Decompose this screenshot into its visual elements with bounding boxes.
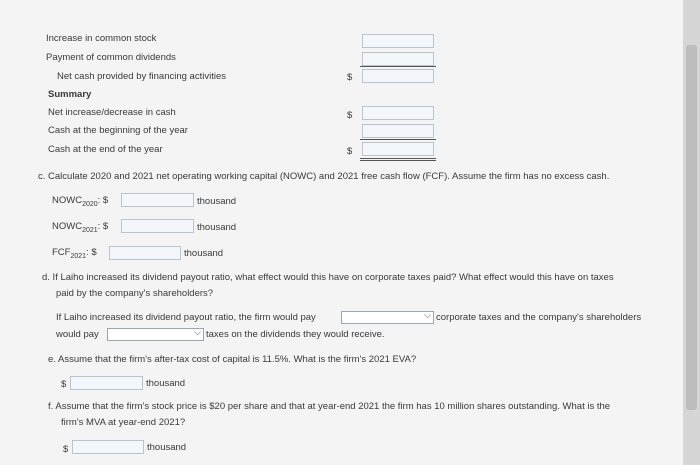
nowc-2021-unit: thousand	[197, 222, 237, 233]
cash-end-dollar: $	[347, 146, 353, 157]
cash-end-label: Cash at the end of the year	[48, 144, 163, 155]
payment-dividends-label: Payment of common dividends	[46, 52, 176, 63]
net-change-dollar: $	[347, 110, 353, 121]
net-change-cash-label: Net increase/decrease in cash	[48, 107, 176, 118]
net-cash-financing-label: Net cash provided by financing activities	[57, 71, 226, 82]
increase-common-stock-label: Increase in common stock	[46, 33, 157, 44]
part-f-question-line2: firm's MVA at year-end 2021?	[61, 417, 186, 428]
nowc-2021-label: $NOWC_{2021}$: $	[52, 221, 109, 234]
mva-unit: thousand	[147, 442, 187, 453]
fcf-2021-label: $FCF_{2021}$: $	[52, 247, 97, 260]
part-d-sentence-a: If Laiho increased its dividend payout ratio, the firm would pay	[56, 312, 316, 323]
part-d-sentence-c: would pay	[56, 329, 99, 340]
net-change-cash-input[interactable]	[362, 106, 434, 120]
mva-dollar: $	[63, 444, 69, 455]
nowc-2020-label: $NOWC_{2020}$: $	[52, 195, 109, 208]
eva-dollar: $	[61, 379, 67, 390]
increase-common-stock-input[interactable]	[362, 34, 434, 48]
summary-heading: Summary	[48, 89, 92, 100]
net-cash-financing-input[interactable]	[362, 69, 434, 83]
part-e-question: e. Assume that the firm's after-tax cost of capital is 11.5%. What is the firm's 2021 EVA?	[48, 354, 417, 365]
net-cash-financing-dollar: $	[347, 72, 353, 83]
part-c-question: c. Calculate 2020 and 2021 net operating working capital (NOWC) and 2021 free cash flow (FCF). Assume the firm has no excess cash.	[38, 171, 610, 182]
total-rule-double-2	[360, 160, 436, 161]
part-f-question-line1: f. Assume that the firm's stock price is $20 per share and that at year-end 2021 the firm has 10 million shares outstanding. What is the	[48, 401, 611, 412]
eva-input[interactable]	[70, 376, 143, 390]
scrollbar-thumb[interactable]	[686, 45, 697, 410]
part-d-question-line2: paid by the company's shareholders?	[56, 288, 214, 299]
part-d-sentence-b: corporate taxes and the company's shareholders	[436, 312, 642, 323]
fcf-2021-input[interactable]	[109, 246, 181, 260]
total-rule-top	[360, 139, 436, 140]
shareholder-taxes-dropdown[interactable]	[107, 328, 204, 341]
payment-dividends-input[interactable]	[362, 52, 434, 66]
part-d-question-line1: d. If Laiho increased its dividend payout ratio, what effect would this have on corporate taxes paid? What effect would this have on taxes	[42, 272, 614, 283]
fcf-2021-unit: thousand	[184, 248, 224, 259]
cash-end-input[interactable]	[362, 142, 434, 156]
eva-unit: thousand	[146, 378, 186, 389]
cash-begin-input[interactable]	[362, 124, 434, 138]
nowc-2021-input[interactable]	[121, 219, 194, 233]
part-d-sentence-d: taxes on the dividends they would receive.	[206, 329, 385, 340]
mva-input[interactable]	[72, 440, 144, 454]
subtotal-rule	[360, 66, 436, 67]
corporate-taxes-dropdown[interactable]	[341, 311, 434, 324]
cash-begin-label: Cash at the beginning of the year	[48, 125, 188, 136]
total-rule-double-1	[360, 158, 436, 159]
nowc-2020-unit: thousand	[197, 196, 237, 207]
chevron-down-icon: ⌵	[194, 327, 201, 337]
nowc-2020-input[interactable]	[121, 193, 194, 207]
chevron-down-icon: ⌵	[424, 310, 431, 320]
